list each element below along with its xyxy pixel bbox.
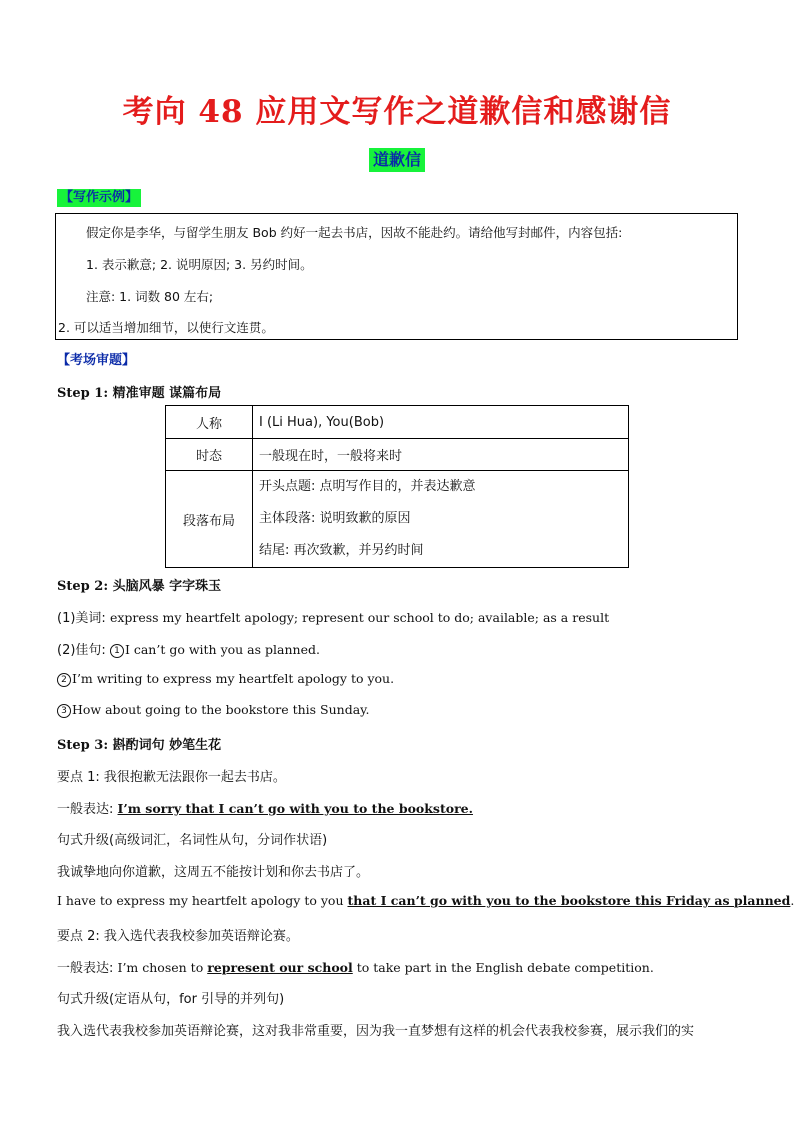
table-value-tense: 一般现在时，一般将来时 bbox=[253, 439, 629, 471]
point-2-general-post: to take part in the English debate competition. bbox=[352, 960, 654, 975]
sentence-2: I’m writing to express my heartfelt apology to you. bbox=[72, 671, 395, 686]
table-value-layout bbox=[253, 471, 629, 568]
task-line-1: 假定你是李华，与留学生朋友 Bob 约好一起去书店，因故不能赴约。请给他写封邮件，内容包括: bbox=[86, 225, 623, 240]
sentence-line-3 bbox=[57, 702, 370, 718]
task-line-4: 2. 可以适当增加细节，以使行文连贯。 bbox=[58, 320, 274, 335]
layout-opening: 开头点题: 点明写作目的，并表达歉意 bbox=[259, 479, 476, 494]
point-1-title: 要点 1: 我很抱歉无法跟你一起去书店。 bbox=[57, 770, 286, 785]
table-key-layout: 段落布局 bbox=[166, 471, 253, 568]
task-line-2: 1. 表示歉意; 2. 说明原因; 3. 另约时间。 bbox=[86, 257, 313, 272]
words-prefix: (1)美词: bbox=[57, 611, 110, 626]
circled-number-1: 1 bbox=[110, 644, 124, 658]
point-1-general-line bbox=[57, 798, 473, 817]
task-line-3: 注意: 1. 词数 80 左右; bbox=[86, 289, 214, 304]
point-2-general-label: 一般表达: bbox=[57, 961, 118, 976]
point-2-general-pre: I’m chosen to bbox=[117, 960, 208, 975]
table-row bbox=[166, 406, 629, 439]
layout-body: 主体段落: 说明致歉的原因 bbox=[259, 511, 411, 526]
words-text: express my heartfelt apology; represent our school to do; available; as a result bbox=[109, 610, 610, 625]
step-1-heading: Step 1: 精准审题 谋篇布局 bbox=[57, 386, 222, 401]
sentence-line-2 bbox=[57, 671, 394, 687]
layout-ending: 结尾: 再次致歉，并另约时间 bbox=[259, 543, 424, 558]
table-key-tense: 时态 bbox=[166, 439, 253, 471]
step-2-heading: Step 2: 头脑风暴 字字珠玉 bbox=[57, 579, 222, 594]
circled-number-3: 3 bbox=[57, 704, 71, 718]
point-1-english-post: . bbox=[790, 893, 794, 908]
sentences-prefix: (2)佳句: bbox=[57, 643, 110, 658]
point-1-upgrade: 句式升级(高级词汇，名词性从句，分词作状语) bbox=[57, 833, 328, 848]
point-1-english-line bbox=[57, 893, 794, 908]
subtitle-wrap bbox=[0, 148, 794, 172]
point-2-chinese: 我入选代表我校参加英语辩论赛，这对我非常重要，因为我一直梦想有这样的机会代表我校参赛，展示我们的实 bbox=[57, 1024, 695, 1039]
circled-number-2: 2 bbox=[57, 673, 71, 687]
sentence-3: How about going to the bookstore this Sunday. bbox=[72, 702, 370, 717]
point-1-chinese: 我诚挚地向你道歉，这周五不能按计划和你去书店了。 bbox=[57, 865, 370, 880]
table-key-person: 人称 bbox=[166, 406, 253, 439]
point-2-title: 要点 2: 我入选代表我校参加英语辩论赛。 bbox=[57, 929, 299, 944]
point-1-general-text: I’m sorry that I can’t go with you to the bookstore. bbox=[117, 801, 473, 816]
analysis-table bbox=[165, 405, 629, 568]
section-subtitle: 道歉信 bbox=[369, 148, 425, 172]
point-2-general-line bbox=[57, 957, 654, 976]
page-title: 考向 48 应用文写作之道歉信和感谢信 bbox=[122, 94, 672, 130]
sentence-1: I can’t go with you as planned. bbox=[124, 642, 320, 657]
table-row bbox=[166, 471, 629, 568]
point-1-english-bold: that I can’t go with you to the bookstore this Friday as planned bbox=[347, 893, 791, 908]
task-box bbox=[55, 213, 738, 340]
point-1-general-label: 一般表达: bbox=[57, 802, 118, 817]
sentence-line-1 bbox=[57, 639, 320, 658]
table-row bbox=[166, 439, 629, 471]
point-2-general-bold: represent our school bbox=[207, 960, 353, 975]
exam-tag: 【考场审题】 bbox=[57, 353, 136, 368]
step-3-heading: Step 3: 斟酌词句 妙笔生花 bbox=[57, 738, 222, 753]
table-value-person: I (Li Hua), You(Bob) bbox=[253, 406, 629, 439]
point-2-upgrade: 句式升级(定语从句，for 引导的并列句) bbox=[57, 992, 285, 1007]
point-1-english-pre: I have to express my heartfelt apology to you bbox=[57, 893, 348, 908]
sample-tag: 【写作示例】 bbox=[57, 189, 141, 207]
words-line bbox=[57, 607, 609, 626]
